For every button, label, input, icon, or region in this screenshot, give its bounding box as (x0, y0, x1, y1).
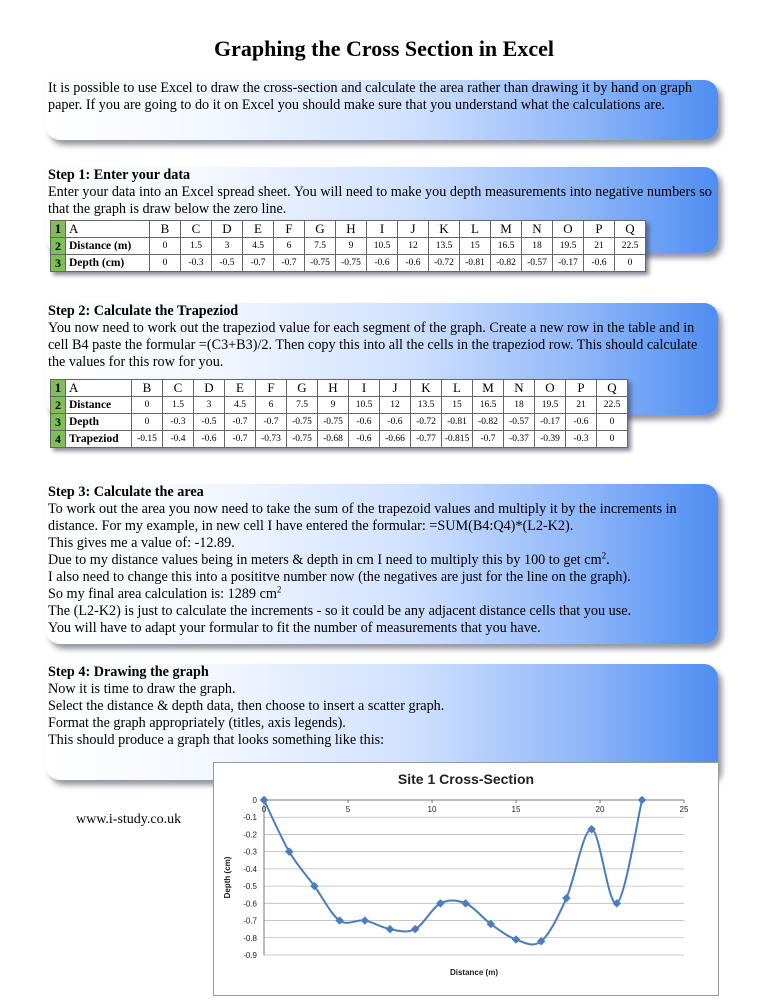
table-cell[interactable]: 4.5 (225, 397, 256, 414)
table-cell[interactable]: 0 (132, 397, 163, 414)
table-cell[interactable]: -0.815 (442, 431, 473, 448)
table-cell[interactable]: -0.82 (491, 255, 522, 272)
column-header: G (305, 221, 336, 238)
y-tick-label: -0.4 (243, 864, 257, 874)
x-axis-label: Distance (m) (449, 968, 499, 977)
table-cell[interactable]: 18 (504, 397, 535, 414)
table-cell[interactable]: 1.5 (163, 397, 194, 414)
table-cell[interactable]: -0.7 (274, 255, 305, 272)
step3-line2: This gives me a value of: -12.89. (48, 535, 235, 551)
table-cell[interactable]: 19.5 (553, 238, 584, 255)
data-point (638, 796, 646, 804)
table-cell[interactable]: -0.5 (194, 414, 225, 431)
table-cell[interactable]: -0.77 (411, 431, 442, 448)
row-number: 3 (51, 414, 66, 431)
table-cell[interactable]: -0.17 (553, 255, 584, 272)
series-line (261, 800, 642, 944)
table-cell[interactable]: 16.5 (491, 238, 522, 255)
step1-body: Enter your data into an Excel spread sheet. You will need to make you depth measurements into negative numbers so that the graph is draw below the zero line. (48, 184, 712, 217)
table-cell[interactable]: 22.5 (597, 397, 628, 414)
table-cell[interactable]: -0.81 (460, 255, 491, 272)
table-cell[interactable]: -0.6 (349, 431, 380, 448)
step1-text (48, 167, 718, 218)
x-tick-label: 15 (511, 805, 521, 814)
table-cell[interactable]: -0.75 (287, 414, 318, 431)
step4-line3: Format the graph appropriately (titles, axis legends). (48, 715, 346, 731)
table-cell[interactable]: -0.82 (473, 414, 504, 431)
table-cell[interactable]: 0 (597, 414, 628, 431)
table-cell[interactable]: -0.6 (349, 414, 380, 431)
table-cell[interactable]: -0.3 (181, 255, 212, 272)
table-cell[interactable]: -0.75 (305, 255, 336, 272)
table-cell[interactable]: 10.5 (349, 397, 380, 414)
step2-heading: Step 2: Calculate the Trapeziod (48, 303, 239, 319)
step4-heading: Step 4: Drawing the graph (48, 664, 209, 680)
intro-text (48, 80, 718, 114)
column-header: E (225, 380, 256, 397)
x-tick-label: 0 (261, 805, 267, 814)
table-cell[interactable]: -0.5 (212, 255, 243, 272)
step3-line1: To work out the area you now need to take the sum of the trapezoid values and multiply it by the increments in distance. For my example, in new cell I have entered the formular: =SUM(B4:Q4)*(L2-K2). (48, 501, 677, 534)
row-label: Distance (66, 397, 132, 414)
y-tick-label: -0.5 (243, 882, 257, 892)
table-cell[interactable]: 0 (150, 255, 181, 272)
step3-line3: Due to my distance values being in meters & depth in cm I need to multiply this by 100 to get $cm^2$. (48, 550, 610, 568)
x-tick-label: 25 (679, 805, 689, 814)
table-row (51, 238, 646, 255)
table-cell[interactable]: 18 (522, 238, 553, 255)
column-header: J (380, 380, 411, 397)
chart-frame (213, 762, 719, 996)
table-cell[interactable]: -0.3 (566, 431, 597, 448)
table-cell[interactable]: -0.81 (442, 414, 473, 431)
website-url[interactable]: www.i-study.co.uk (76, 812, 182, 827)
column-header: J (398, 221, 429, 238)
column-header: A (66, 221, 150, 238)
table-cell[interactable]: 0 (150, 238, 181, 255)
page-title: Graphing the Cross Section in Excel (213, 36, 554, 61)
step2-text (48, 303, 718, 371)
row-label: Trapeziod (66, 431, 132, 448)
table-cell[interactable]: -0.6 (584, 255, 615, 272)
column-header: D (194, 380, 225, 397)
table-cell[interactable]: 12 (398, 238, 429, 255)
table-cell[interactable]: -0.7 (473, 431, 504, 448)
row-number: 4 (51, 431, 66, 448)
table-cell[interactable]: -0.6 (194, 431, 225, 448)
data-point (260, 796, 268, 804)
chart-title: Site 1 Cross-Section (397, 771, 535, 787)
table-cell[interactable]: -0.66 (380, 431, 411, 448)
column-header: M (491, 221, 522, 238)
table-cell[interactable]: 4.5 (243, 238, 274, 255)
table-cell[interactable]: 13.5 (429, 238, 460, 255)
column-header: Q (615, 221, 646, 238)
table-cell[interactable]: 6 (274, 238, 305, 255)
column-header: K (411, 380, 442, 397)
table-cell[interactable]: 7.5 (305, 238, 336, 255)
column-header: K (429, 221, 460, 238)
table-cell[interactable]: 21 (566, 397, 597, 414)
column-header: N (504, 380, 535, 397)
y-tick-label: -0.2 (243, 830, 257, 840)
table-cell[interactable]: -0.72 (411, 414, 442, 431)
table-row (51, 414, 628, 431)
step3-line6: The (L2-K2) is just to calculate the increments - so it could be any adjacent distance cells that you use. (48, 603, 632, 619)
data-point (361, 916, 369, 924)
row-number: 3 (51, 255, 66, 272)
column-header: C (181, 221, 212, 238)
step4-line2: Select the distance & depth data, then choose to insert a scatter graph. (48, 698, 445, 714)
table-cell[interactable]: -0.6 (566, 414, 597, 431)
column-header: O (535, 380, 566, 397)
row-label: Distance (m) (66, 238, 150, 255)
column-header: P (566, 380, 597, 397)
table-cell[interactable]: -0.17 (535, 414, 566, 431)
table-cell[interactable]: 0 (615, 255, 646, 272)
column-header: L (460, 221, 491, 238)
column-header: I (367, 221, 398, 238)
row-number: 2 (51, 397, 66, 414)
column-header: Q (597, 380, 628, 397)
table-row (51, 397, 628, 414)
table-cell[interactable]: 6 (256, 397, 287, 414)
x-tick-label: 10 (427, 805, 437, 814)
table-cell[interactable]: 9 (318, 397, 349, 414)
row-number: 2 (51, 238, 66, 255)
y-tick-label: -0.3 (243, 847, 257, 857)
column-header: O (553, 221, 584, 238)
step3-text (48, 484, 718, 637)
data-point (386, 925, 394, 933)
table-cell[interactable]: 3 (194, 397, 225, 414)
step3-line4: I also need to change this into a posititve number now (the negatives are just for the line on the graph). (48, 569, 631, 585)
table-cell[interactable]: -0.57 (522, 255, 553, 272)
table-cell[interactable]: -0.6 (398, 255, 429, 272)
y-axis-label: Depth (cm) (223, 856, 232, 899)
y-tick-label: 0 (252, 796, 257, 805)
table-cell[interactable]: -0.4 (163, 431, 194, 448)
table-cell[interactable]: -0.39 (535, 431, 566, 448)
row-label: Depth (cm) (66, 255, 150, 272)
table-cell[interactable]: 13.5 (411, 397, 442, 414)
step3-heading: Step 3: Calculate the area (48, 484, 204, 500)
table-cell[interactable]: -0.72 (429, 255, 460, 272)
y-tick-label: -0.6 (243, 899, 257, 909)
y-tick-label: -0.7 (243, 916, 257, 926)
step2-table (50, 379, 628, 448)
column-header: F (256, 380, 287, 397)
cross-section-chart (214, 763, 718, 995)
column-header: F (274, 221, 305, 238)
table-cell[interactable]: -0.75 (287, 431, 318, 448)
data-point (461, 899, 469, 907)
table-cell[interactable]: 15 (442, 397, 473, 414)
table-cell[interactable]: -0.3 (163, 414, 194, 431)
x-tick-label: 5 (345, 805, 351, 814)
table-cell[interactable]: -0.75 (336, 255, 367, 272)
row-number: 1 (51, 380, 66, 397)
step2-body: You now need to work out the trapeziod value for each segment of the graph. Create a new row in the table and in cell B4 paste the formular =(C3+B3)/2. Then copy this into all the cells in the trapeziod row. This should calculate the values for this row for you. (48, 320, 698, 370)
table-row (51, 255, 646, 272)
column-header: L (442, 380, 473, 397)
table-cell[interactable]: -0.37 (504, 431, 535, 448)
table-cell[interactable]: 12 (380, 397, 411, 414)
column-header: P (584, 221, 615, 238)
column-header: B (132, 380, 163, 397)
y-tick-label: -0.9 (243, 951, 257, 960)
column-header: I (349, 380, 380, 397)
row-label: Depth (66, 414, 132, 431)
table-cell[interactable]: 3 (212, 238, 243, 255)
y-tick-label: -0.1 (243, 813, 257, 823)
table-cell[interactable]: 10.5 (367, 238, 398, 255)
data-point (562, 894, 570, 902)
table-cell[interactable]: -0.68 (318, 431, 349, 448)
table-cell[interactable]: 19.5 (535, 397, 566, 414)
table-cell[interactable]: -0.57 (504, 414, 535, 431)
table-cell[interactable]: 1.5 (181, 238, 212, 255)
table-cell[interactable]: 9 (336, 238, 367, 255)
step4-line4: This should produce a graph that looks something like this: (48, 732, 385, 748)
intro-paragraph: It is possible to use Excel to draw the cross-section and calculate the area rather than drawing it by hand on graph paper. If you are going to do it on Excel you should make sure that you understand what the calculations are. (48, 80, 693, 113)
table-cell[interactable]: -0.7 (256, 414, 287, 431)
column-header: N (522, 221, 553, 238)
step3-line7: You will have to adapt your formular to fit the number of measurements that you have. (48, 620, 541, 636)
column-header: C (163, 380, 194, 397)
y-tick-label: -0.8 (243, 933, 257, 943)
table-cell[interactable]: -0.6 (380, 414, 411, 431)
table-cell[interactable]: -0.7 (243, 255, 274, 272)
table-cell[interactable]: 0 (597, 431, 628, 448)
column-header: G (287, 380, 318, 397)
step1-heading: Step 1: Enter your data (48, 167, 191, 183)
table-cell[interactable]: -0.75 (318, 414, 349, 431)
step4-line1: Now it is time to draw the graph. (48, 681, 236, 697)
table-cell[interactable]: 15 (460, 238, 491, 255)
table-cell[interactable]: -0.15 (132, 431, 163, 448)
table-cell[interactable]: -0.7 (225, 414, 256, 431)
data-point (512, 935, 520, 943)
step4-text (48, 664, 718, 749)
x-tick-label: 20 (595, 805, 605, 814)
column-header: E (243, 221, 274, 238)
table-cell[interactable]: -0.7 (225, 431, 256, 448)
column-header: H (318, 380, 349, 397)
table-cell[interactable]: 7.5 (287, 397, 318, 414)
table-row (51, 431, 628, 448)
column-header: H (336, 221, 367, 238)
step1-table (50, 220, 646, 272)
column-header: D (212, 221, 243, 238)
table-cell[interactable]: 22.5 (615, 238, 646, 255)
column-header: A (66, 380, 132, 397)
table-cell[interactable]: 21 (584, 238, 615, 255)
row-number: 1 (51, 221, 66, 238)
column-header: M (473, 380, 504, 397)
step3-line5: So my final area calculation is: 1289 $cm^2$ (48, 584, 282, 602)
column-header: B (150, 221, 181, 238)
table-cell[interactable]: 0 (132, 414, 163, 431)
table-cell[interactable]: -0.73 (256, 431, 287, 448)
table-cell[interactable]: -0.6 (367, 255, 398, 272)
table-cell[interactable]: 16.5 (473, 397, 504, 414)
